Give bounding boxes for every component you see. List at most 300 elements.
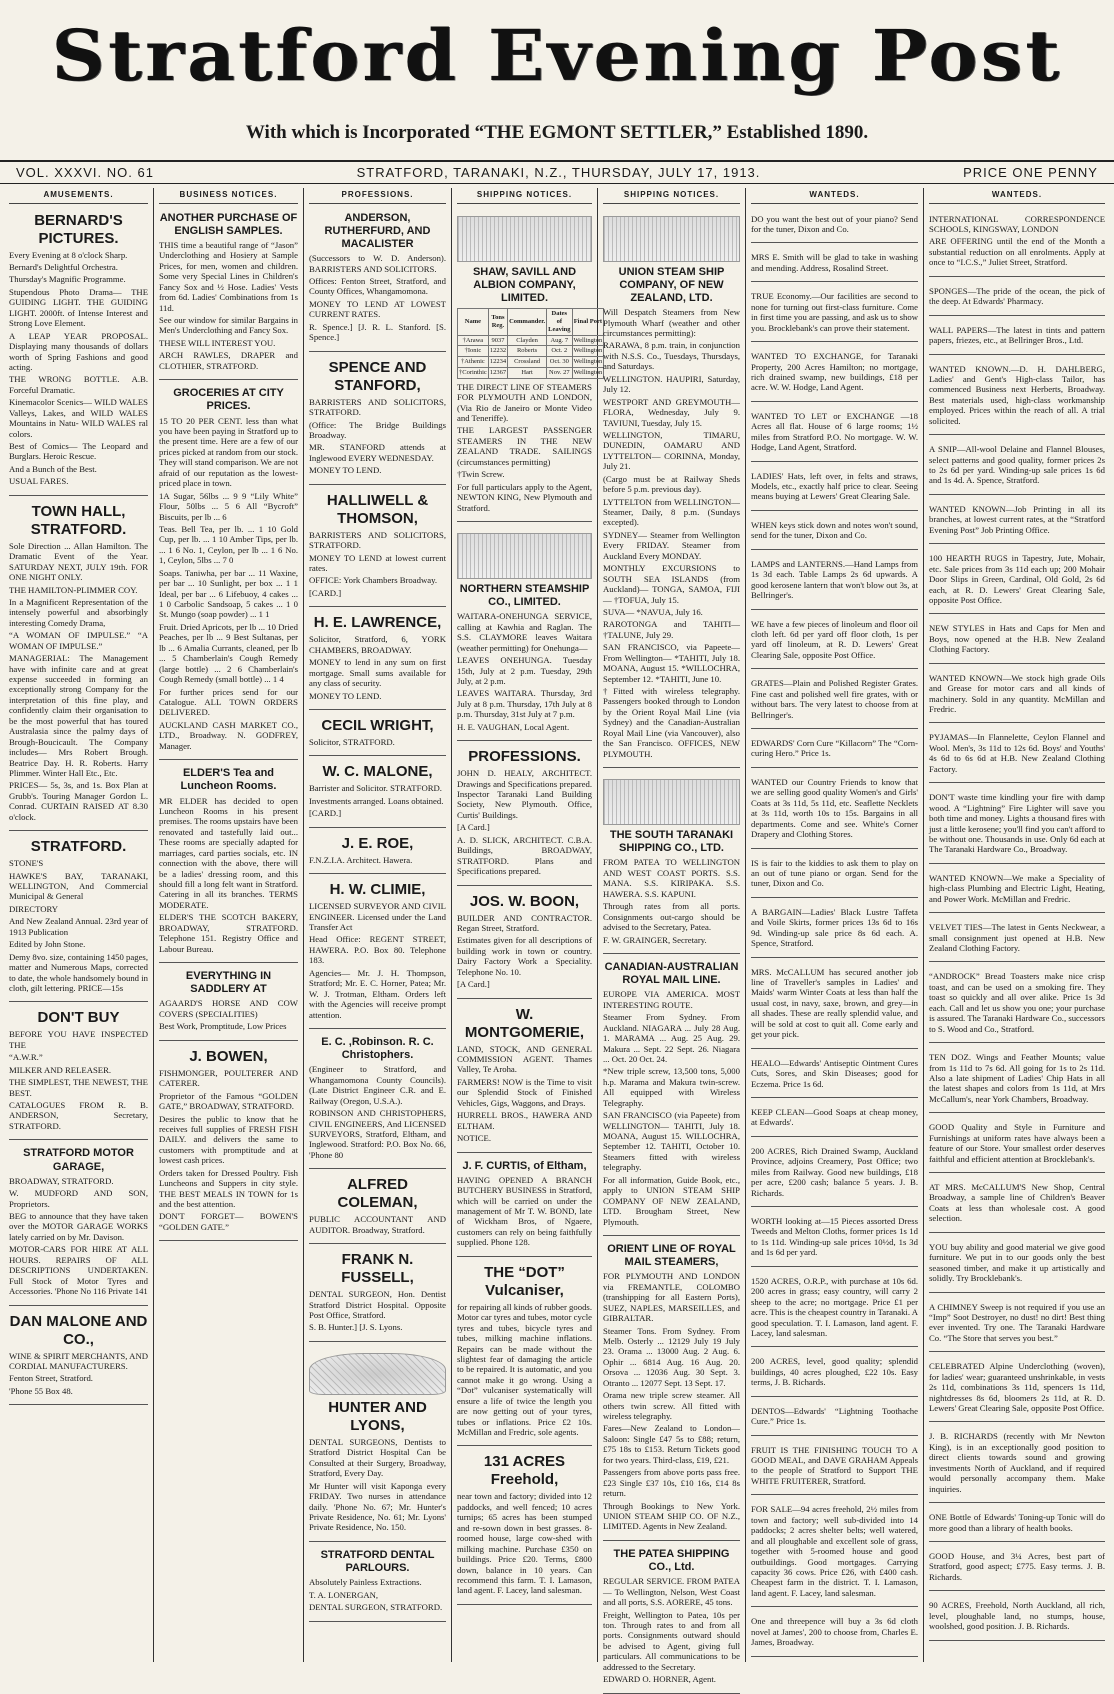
advertisement-text: GRATES—Plain and Polished Register Grates. Fine cast and polished well fire grates, with or without bars. The very latest to choose from at Bellringer's. [751,678,918,720]
advertisement-text: 200 ACRES, level, good quality; splendid buildings, 40 acres ploughed, £22 10s. Easy terms, J. B. Richards. [751,1356,918,1388]
advertisement-text: THE LARGEST PASSENGER STEAMERS IN THE NEW ZEALAND TRADE. SAILINGS (circumstances permitting) [457,425,592,467]
advertisement-text: Desires the public to know that he receives full supplies of FRESH FISH DAILY. and delivers the same to customers with promptitude and at lowest cash prices. [159,1113,298,1166]
advertisement-title: H. E. LAWRENCE, [313,614,442,632]
advertisement-text: MONEY TO LEND. [309,465,382,476]
advertisement-text: Estimates given for all descriptions of building work in town or country. Dairy Factory Work a Speciality. Telephone No. 10. [457,935,592,977]
advertisement-text: BARRISTERS AND SOLICITORS, STRATFORD. [309,396,446,418]
masthead [0,0,1114,120]
advertisement-text: Demy 8vo. size, containing 1450 pages, matter and Numerous Maps, corrected to date, the whole handsomely bound in cloth, gilt lettering. PRICE—15s [9,951,148,993]
advertisement [751,1210,918,1267]
advertisement-text: near town and factory; divided into 12 paddocks, and well fenced; 10 acres turnips; 65 acres has been stumped and re-sown down in best grasses. 8-roomed house, large cow-shed with milking machine. Purchase £350 on buildings. Price £20. Terms, £800 down, balance in 10 years. Can recommend this farm. T. I. Lamason, land agent. F. Lacey, land salesman. [457,1491,592,1596]
advertisement-text: TRUE Economy.—Our facilities are second to none for turning out first-class furniture. Come in first time you are passing, and ask us to show you. Brocklebank's can prove their statement. [751,291,918,333]
advertisement-text: For all information, Guide Book, etc., apply to UNION STEAM SHIP COMPANY OF NEW ZEALAND, LTD. Brougham Street, New Plymouth. [603,1174,740,1227]
column-3 [304,188,452,1662]
advertisement-text: (Successors to W. D. Anderson). BARRISTERS AND SOLICITORS. [309,253,446,274]
advertisement-text: DO you want the best out of your piano? Send for the tuner, Dixon and Co. [751,213,918,235]
table-cell: †Corinthic [458,367,489,378]
advertisement [929,786,1105,864]
advertisement-text: Sole Direction ... Allan Hamilton. The Dramatic Event of the Year. SATURDAY NEXT, JULY 19th. FOR ONE NIGHT ONLY. [9,540,148,583]
advertisement-text: NOTICE. [457,1133,492,1144]
advertisement-text: F.N.Z.I.A. Architect. Hawera. [309,854,413,865]
advertisement-text: RARAWA, 8 p.m. train, in conjunction with N.S.S. Co., Tuesdays, Thursdays, and Saturdays. [603,340,740,372]
advertisement-text: Fenton Street, Stratford. [9,1373,93,1384]
table-cell: Oct. 2 [547,346,572,357]
advertisement [457,525,592,741]
advertisement-text: A. D. SLICK, ARCHITECT. C.B.A. Buildings, BROADWAY, STRATFORD. Plans and Specifications prepared. [457,834,592,877]
advertisement-text: FROM PATEA TO WELLINGTON AND WEST COAST PORTS. S.S. MANA. S.S. KIRIPAKA. S.S. HAWERA. S.S. KAPUNI. [603,857,740,899]
advertisement [929,1355,1105,1422]
advertisement-text: Proprietor of the Famous “GOLDEN GATE,” BROADWAY, STRATFORD. [159,1090,298,1112]
advertisement-text: Stupendous Photo Drama— THE GUIDING LIGHT. THE GUIDING LIGHT. 2000ft. of Intense Interest and Strong Love Element. [9,286,148,329]
advertisement-title: BERNARD'S PICTURES. [34,211,123,247]
advertisement-text: 'Phone 55 Box 48. [9,1385,73,1396]
advertisement-text: FOR PLYMOUTH AND LONDON via FREMANTLE, COLOMBO (transhipping for all Eastern Ports), SUEZ, NAPLES, MARSEILLES, and GIBRALTAR. [603,1271,740,1324]
advertisement [603,957,740,1236]
advertisement [751,901,918,958]
advertisement-text: H. E. VAUGHAN, Local Agent. [457,721,570,732]
column-heading: SHIPPING NOTICES. [457,188,592,204]
advertisement-text: *New triple screw, 13,500 tons, 5,000 h.p. Marama and Makura twin-screw. All equipped with Wireless Telegraphy. [603,1066,740,1108]
advertisement-text: AGAARD'S HORSE AND COW COVERS (SPECIALITIES) [159,998,298,1019]
advertisement-title: HALLIWELL & THOMSON, [326,491,429,527]
advertisement [751,1101,918,1137]
advertisement-text: BEG to announce that they have taken over the MOTOR GARAGE WORKS lately carried on by Mr. Davison. [9,1211,148,1242]
advertisement [159,763,298,963]
advertisement-text: MONTHLY EXCURSIONS to SOUTH SEA ISLANDS (from Auckland)— TONGA, SAMOA, FIJI— †TOFUA, July 15. [603,563,740,605]
advertisement-text: DON'T waste time kindling your fire with damp wood. A “Lightning” Fire Lighter will save you both time and money. Lights a thousand fires with just a little kerosene; you'll find you can't afford to be without one. Thousands in use. Only 6d each at The Taranaki Hardware Co., Broadway. [929,792,1105,855]
advertisement [929,208,1105,277]
column-5 [598,188,746,1685]
advertisement [929,1296,1105,1353]
advertisement-text: 90 ACRES, Freehold, North Auckland, all rich, level, ploughable land, no stumps, house, woolshed, good position. J. B. Richards. [929,1600,1105,1632]
advertisement-text: Thursday's Magnific Programme. [9,274,126,285]
advertisement-text: “A.W.R.” [9,1052,43,1063]
advertisement-text: MOTOR-CARS FOR HIRE AT ALL HOURS. REPAIRS OF ALL DESCRIPTIONS UNDERTAKEN. Full Stock of Motor Tyres and Accessories. 'Phone No 116 Private 141 [9,1244,148,1297]
advertisement-text: W. MUDFORD AND SON, Proprietors. [9,1188,148,1209]
advertisement [159,966,298,1041]
advertisement-text: [A Card.] [457,822,490,833]
advertisement-text: MR. STANFORD attends at Inglewood EVERY WEDNESDAY. [309,442,446,463]
table-cell: Crossland [508,357,547,368]
advertisement [309,1545,446,1622]
advertisement-text: HAWKE'S BAY, TARANAKI, WELLINGTON, And Commercial Municipal & General [9,870,148,902]
advertisement [751,465,918,511]
advertisement-title: ORIENT LINE OF ROYAL MAIL STEAMERS, [607,1242,736,1269]
advertisement-title: EVERYTHING IN SADDLERY AT [185,970,272,996]
advertisement-text: BEFORE YOU HAVE INSPECTED THE [9,1029,148,1050]
advertisement [929,1594,1105,1640]
advertisement-text: GOOD House, and 3¼ Acres, best part of Stratford, good aspect; £775. Easy terms. J. B. Richards. [929,1550,1105,1582]
advertisement-text: [CARD.] [309,808,342,819]
advertisement-text: ONE Bottle of Edwards' Toning-up Tonic will do more good than a library of health books. [929,1512,1105,1533]
advertisement-text: LADIES' Hats, left over, in felts and straws, Models, etc., exactly half price to clear. Seeing means buying at Lewers' Great Clearing Sale. [751,470,918,502]
advertisement [9,208,148,496]
advertisement-title: DON'T BUY [37,1009,120,1027]
advertisement-title: UNION STEAM SHIP COMPANY, OF NEW ZEALAND, LTD. [618,265,725,304]
column-heading: PROFESSIONS. [309,188,446,204]
advertisement-text: “A WOMAN OF IMPULSE.” “A WOMAN OF IMPULSE.” [9,630,148,651]
dateline [0,160,1114,184]
advertisement [929,547,1105,614]
advertisement-text: And New Zealand Annual. 23rd year of 1913 Publication [9,916,148,937]
advertisement [309,831,446,874]
advertisement-text: T. A. LONERGAN, [309,1589,379,1600]
advertisement-text: VELVET TIES—The latest in Gents Neckwear, a small consignment just opened at H.B. New Zealand Clothing Factory. [929,922,1105,954]
advertisement-text: 1A Sugar, 56lbs ... 9 9 “Lily White” Flour, 50lbs ... 5 6 All “Bycroft” Biscuits, per lb ... 6 [159,490,298,522]
advertisement-text: KEEP CLEAN—Good Soaps at cheap money, at Edwards'. [751,1106,918,1128]
advertisement-title: STRATFORD MOTOR GARAGE, [23,1147,134,1173]
advertisement-text: Investments arranged. Loans obtained. [309,795,444,806]
advertisement-text: †Twin Screw. [457,469,505,480]
column-6 [746,188,924,1662]
advertisement-text: WAITARA-ONEHUNGA SERVICE, calling at Kawhia and Raglan. The S.S. CLAYMORE leaves Waitara (weather permitting) for Onehunga— [457,611,592,653]
advertisement-text: SAN FRANCISCO (via Papeete) from WELLINGTON— TAHITI, July 18. MOANA, August 15. WILLOCHRA, September 12. TAHITI, October 10. Steamers fitted with wireless telegraphy. [603,1110,740,1173]
table-header: Commander. [508,309,547,335]
table-cell: Clayden [508,335,547,346]
advertisement-text: And a Bunch of the Best. [9,463,97,474]
advertisement [751,1610,918,1656]
advertisement-text: WANTED KNOWN—We stock high grade Oils and Grease for motor cars and all kinds of machinery. Sold in any quantity. McMillan and Fredric. [929,672,1105,715]
advertisement [457,889,592,999]
column-7 [924,188,1110,1662]
advertisement-text: MR ELDER has decided to open Luncheon Rooms in his present premises. The rooms upstairs have been renovated and tastefully laid out... These rooms are specially adapted for marriages, card parties socials, etc. IN connection with the above, there will be a ladies' dressing room, and this should fill a long felt want in Stratford. Catering in all its branches. TERMS MODERATE. [159,795,298,910]
advertisement [751,514,918,550]
advertisement [309,759,446,827]
advertisement-text: 15 TO 20 PER CENT. less than what you have been paying in Stratford up to the present time. Here are a few of our prices picked at random from our stock. They will stand comparison. We are not afraid of our reputation as the lowest-priced place in town. [159,415,298,489]
advertisement-title: THE SOUTH TARANAKI SHIPPING CO., LTD. [609,829,734,855]
advertisement [929,1506,1105,1542]
advertisement-text: (Engineer to Stratford, and Whangamomona County Councils). (Late District Engineer C.R. and E. Railway (Oregon, U.S.A.). [309,1064,446,1106]
advertisement-title: J. BOWEN, [189,1047,268,1065]
volume-number: VOL. XXXVI. NO. 61 [16,165,154,180]
advertisement-text: SUVA— *NAVUA, July 16. [603,606,703,617]
column-1 [4,188,154,1662]
advertisement-text: IS is fair to the kiddies to ask them to play on an out of tune piano or organ. Send for the tuner, Dixon and Co. [751,857,918,889]
advertisement-title: ANDERSON, RUTHERFURD, AND MACALISTER [324,211,431,250]
advertisement-text: BUILDER AND CONTRACTOR. Regan Street, Stratford. [457,912,592,933]
advertisement [929,498,1105,544]
advertisement-title: THE “DOT” Vulcaniser, [484,1263,565,1299]
advertisement-text: F. W. GRAINGER, Secretary. [603,934,707,945]
advertisement [751,553,918,610]
advertisement [751,852,918,898]
advertisement-text: Orama new triple screw steamer. All others twin screw. All fitted with wireless telegraphy. [603,1390,740,1422]
advertisement-text: GOOD Quality and Style in Furniture and Furnishings at uniform rates have always been a feature of our Store. Your smallest order deserves faithful and efficient attention at Brocklebank's. [929,1122,1105,1164]
advertisement-text: FARMERS! NOW is the Time to visit our Splendid Stock of Finished Vehicles, Gigs, Waggons, and Drays. [457,1076,592,1108]
advertisement [929,965,1105,1043]
advertisement [929,280,1105,316]
advertisement [751,1350,918,1396]
advertisement [9,834,148,1002]
advertisement-text: RAROTONGA and TAHITI— †TALUNE, July 29. [603,619,740,640]
advertisement-text: †Fitted with wireless telegraphy. Passengers booked through to London by the Orient Royal Mail Line (via Sydney) and the Canadian-Australian Royal Mail Line (via Vancouver), also the San Francisco. OFFICES, NEW PLYMOUTH. [603,686,740,759]
table-cell: Wellington [572,346,604,357]
advertisement-text: WELLINGTON, TIMARU, DUNEDIN, OAMARU AND LYTTELTON— CORINNA, Monday, July 21. [603,429,740,472]
advertisement-text: A LEAP YEAR PROPOSAL. Displaying many thousands of dollars worth of Spring Fashions and good acting. [9,330,148,372]
advertisement-text: THE WRONG BOTTLE. A.B. Forceful Dramatic. [9,374,148,395]
advertisement [457,1260,592,1447]
advertisement-title: W. MONTGOMERIE, [464,1005,585,1041]
advertisement-text: CELEBRATED Alpine Underclothing (woven), for ladies' wear; guaranteed unshrinkable, in vests 2s 11d, combinations 3s 11d, spencers 1s 11d, nightdresses 8s 6d, bloomers 2s 11d, at R. D. Lewers' Great Clearing Sale, opposite Post Office. [929,1361,1105,1414]
advertisement [9,1143,148,1305]
advertisement [751,246,918,282]
advertisement-text: ROBINSON AND CHRISTOPHERS, CIVIL ENGINEERS, And LICENSED SURVEYORS, Stratford, Eltham, and Inglewood. Stratford: P.O. Box No. 66, 'Phone 80 [309,1108,446,1160]
advertisement [929,1236,1105,1293]
advertisement-text: Freight, Wellington to Patea, 10s per ton. Through rates to and from all ports. Consignments outward should be advised to Agent, giving full particulars. All communications to be addressed to the Secretary. [603,1609,740,1672]
table-cell: Wellington [572,367,604,378]
advertisement [751,1400,918,1436]
advertisement-text: Barrister and Solicitor. STRATFORD. [309,783,442,794]
table-cell: †Ionic [458,346,489,357]
advertisement-text: WALL PAPERS—The latest in tints and pattern papers, friezes, etc., at Bellringer Bros., Ltd. [929,324,1105,346]
advertisement-text: THE HAMILTON-PLIMMER COY. [9,584,138,595]
table-header: Tons Reg. [488,309,507,335]
advertisement [309,1247,446,1342]
table-row [458,357,604,368]
advertisement [603,771,740,954]
advertisement-text: EDWARD O. HORNER, Agent. [603,1674,716,1685]
advertisement-title: HUNTER AND LYONS, [328,1398,427,1434]
advertisement-text: WELLINGTON. HAUPIRI, Saturday, July 12. [603,373,740,395]
advertisement-text: MANAGERIAL: The Management have with infinite care and at great expense succeeded in forming an exceptionally strong Company for the interpretation of this fine play, and confidently claim their organisation to be the most powerful that has toured Australasia since the palmy days of Brough-Boucicault. The Company includes— Mrs Robert Brough. Beatrice Day. H. R. Roberts. Harry Plimmer. Winter Hall Etc., Etc. [9,653,148,778]
advertisement [603,1544,740,1694]
advertisement-text: ARCH RAWLES, DRAPER and CLOTHIER, STRATFORD. [159,350,298,371]
advertisement-text: Absolutely Painless Extractions. [309,1577,422,1588]
advertisement-text: DON'T FORGET— BOWEN'S “GOLDEN GATE.” [159,1211,298,1232]
table-row [458,335,604,346]
advertisement-text: WANTED our Country Friends to know that we are selling good quality Women's and Girls' Coats at 3s 11d, 5s 11d, etc. Seaflette Necklets at 3s 11d, worth 10s to 15s. Bargains in all departments. Come and see. White's Corner Drapery and Clothing Stores. [751,776,918,840]
advertisement-text: USUAL FARES. [9,476,69,487]
advertisement-text: [CARD.] [309,587,342,598]
advertisement-text: STONE'S [9,858,44,869]
advertisement-title: SHAW, SAVILL AND ALBION COMPANY, LIMITED. [472,265,577,304]
advertisement [457,1156,592,1257]
advertisement [751,1140,918,1207]
advertisement-title: ALFRED COLEMAN, [337,1176,418,1212]
advertisement-text: JOHN D. HEALY, ARCHITECT. Drawings and Specifications prepared. Inspector Taranaki Land Building Society, New Plymouth. Office, Curtis' Buildings. [457,768,592,820]
advertisement-text: MONEY TO LEND. [309,690,382,701]
advertisement [603,1239,740,1541]
advertisement-text: Steamer Tons. From Sydney. From Melb. Osterly ... 12129 July 19 July 23. Orama ... 13000 Aug. 2 Aug. 6. Ophir ... 6814 Aug. 16 Aug. 20. Orsova ... 12036 Aug. 30 Sept. 3. Otranto ... 12077 Sept. 13 Sept. 17. [603,1325,740,1388]
advertisement-text: WINE & SPIRIT MERCHANTS, AND CORDIAL MANUFACTURERS. [9,1350,148,1371]
advertisement-text: MILKER AND RELEASER. [9,1064,112,1075]
advertisement-text: Soaps. Taniwha, per bar ... 11 Waxine, per bar ... 10 Sunlight, per box ... 1 1 Ideal, per bar ... 6 Lifebuoy, 4 cakes ... 1 0 Carbolic Sandsoap, 5 cakes ... 1 0 St. Mungo (soap powder) ... 1 1 [159,567,298,620]
advertisement [751,732,918,768]
table-cell: Nov. 27 [547,367,572,378]
advertisement-text: Solicitor, STRATFORD. [309,736,395,747]
advertisement-text: LAND, STOCK, AND GENERAL COMMISSION AGENT. Thames Valley, Te Aroha. [457,1043,592,1075]
advertisement [929,667,1105,724]
advertisement [751,961,918,1049]
advertisement-text: DIRECTORY [9,903,59,914]
steamship-illustration [603,216,740,262]
advertisement-text: AUCKLAND CASH MARKET CO., LTD., Broadway. N. GODFREY, Manager. [159,719,298,751]
masthead-subline: With which is Incorporated “THE EGMONT SETTLER,” Established 1890. [245,122,869,143]
advertisement [457,744,592,885]
advertisement-text: ELDER'S THE SCOTCH BAKERY, BROADWAY, STRATFORD. Telephone 151. Registry Office and Labour Bureau. [159,912,298,954]
advertisement [929,1116,1105,1173]
advertisement-title: GROCERIES AT CITY PRICES. [173,387,284,413]
advertisement-text: MRS E. Smith will be glad to take in washing and mending. Address, Rosalind Street. [751,252,918,273]
advertisement [9,1005,148,1140]
advertisement-text: One and threepence will buy a 3s 6d cloth novel at James', 200 to choose from, Charles E. James, Broadway. [751,1616,918,1648]
table-row [458,346,604,357]
price: PRICE ONE PENNY [963,165,1098,180]
advertisement [929,358,1105,436]
advertisement-title: ELDER'S Tea and Luncheon Rooms. [180,767,277,793]
advertisement-text: HURRELL BROS., HAWERA AND ELTHAM. [457,1110,592,1131]
advertisement-text: MRS. McCALLUM has secured another job line of Traveller's samples in Ladies' and Maids' warm Winter Coats at less than half the usual cost, in navy, saxe, brown, and grey—in all shades. These are really splendid value, and will be sold at cost to quit all. Come early and get your pick. [751,966,918,1040]
advertisement-text: Solicitor, Stratford, 6, YORK CHAMBERS, BROADWAY. [309,634,446,655]
advertisement-text: [A Card.] [457,979,490,990]
advertisement-text: PUBLIC ACCOUNTANT AND AUDITOR. Broadway, Stratford. [309,1214,446,1235]
advertisement [751,1498,918,1607]
advertisement-text: PRICES— 5s, 3s, and 1s. Box Plan at Grubb's. Touring Manager Gordon L. Conrad. CURTAIN RAISED AT 8.30 o'clock. [9,780,148,822]
advertisement-text: 100 HEARTH RUGS in Tapestry, Jute, Mohair, etc. Sale prices from 3s 11d each up; 200 Mohair Door Slips in Green, Cardinal, Old Gold, 2s 6d each, at R. D. Lewers' Great Clearing Sale, opposite Post Office. [929,553,1105,605]
column-heading: WANTEDS. [929,188,1105,204]
advertisement-text: SAN FRANCISCO, via Papeete— From Wellington— *TAHITI, July 18. MOANA, August 15. *WILLOCHRA, September 12. *TAHITI, June 10. [603,642,740,684]
advertisement-text: DENTAL SURGEON, STRATFORD. [309,1602,443,1613]
advertisement [309,1345,446,1542]
advertisement-text: INTERNATIONAL CORRESPONDENCE SCHOOLS, KINGSWAY, LONDON [929,213,1105,235]
advertisement-text: Teas. Bell Tea, per lb. ... 1 10 Gold Cup, per lb. ... 1 10 Amber Tips, per lb. ... 1 6 No. 1, Ceylon, per lb ... 1 6 No. 1, Ceylon, 5lbs ... 7 0 [159,523,298,566]
steamship-illustration [457,216,592,262]
advertisement-text: A CHIMNEY Sweep is not required if you use an “Imp” Soot Destroyer, no dust! no dirt! Best thing ever invented. Try one. The Taranaki Hardware Co. “The Store that serves you best.” [929,1301,1105,1343]
advertisement-text: R. Spence.] [J. R. L. Stanford. [S. Spence.] [309,321,446,343]
advertisement-text: MONEY to lend in any sum on first mortgage. Small sums available for any class of security. [309,657,446,689]
advertisement-title: PROFESSIONS. [468,748,581,766]
advertisement-title: J. F. CURTIS, of Eltham, [462,1159,587,1172]
advertisement-title: H. W. CLIMIE, [329,881,426,899]
advertisement-text: for repairing all kinds of rubber goods. Motor car tyres and tubes, motor cycle tyres and tubes, bicycle tyres and tubes, milking machine inflations. Repairs can be made without the slightest fear of damaging the article to be repaired. It is automatic, and you cannot make it go wrong. Using a “Dot” vulcaniser systematically will ensure a life of twice the length you are now getting out of your tyres, tubes or inflations. Price £2 10s. McMillan and Fredric, sole agents. [457,1301,592,1438]
table-cell: †Arawa [458,335,489,346]
advertisement-text: Edited by John Stone. [9,939,86,950]
advertisement-text: LAMPS and LANTERNS.—Hand Lamps from 1s 3d each. Table Lamps 2s 6d upwards. A good kerosene lantern that won't blow out 3s, at Bellringer's. [751,558,918,601]
column-2 [154,188,304,1662]
advertisement-text: HAVING OPENED A BRANCH BUTCHERY BUSINESS in Stratford, which will be carried on under the management of Mr T. W. BOND, late of Wickham Bros, of Ngaere, customers can rely on being faithfully supplied. Phone 128. [457,1174,592,1248]
advertisement-text: WE have a few pieces of linoleum and floor oil cloth left. 6d per yard off floor cloth, 1s per yard off linoleum, at R. D. Lewers' Great Clearing Sale, opposite Post Office. [751,618,918,660]
advertisement-text: 1520 ACRES, O.R.P., with purchase at 10s 6d. 200 acres in grass; easy country, will carry 2 sheep to the acre; no mortgage. Price £1 per acre. This is the cheapest country in Taranaki. A good speculation. T. I. Lamason, land agent. F. Lacey, land salesman. [751,1275,918,1338]
table-cell: Hart [508,367,547,378]
newspaper-title: Stratford Evening Post [51,15,1063,97]
advertisement-text: THIS time a beautiful range of “Jason” Underclothing and Hosiery at Sample Prices, for men, women and children. Some very Special Lines in Children's Fancy Sox and ½ Hose. Ladies' Vests from 6d. Ladies' Combinations from 1s 11d. [159,239,298,313]
advertisement-text: LICENSED SURVEYOR AND CIVIL ENGINEER. Licensed under the Land Transfer Act [309,901,446,933]
advertisement-text: TEN DOZ. Wings and Feather Mounts; value from 1s 11d to 7s 6d. All going for 1s to 2s 11d. Also a late shipment of Ladies' Chip Hats in all the latest shapes and colors from 1s 11d, at Mrs McCallum's, near York Chambers, Broadway. [929,1052,1105,1104]
advertisement [309,208,446,352]
advertisement-text: LEAVES WAITARA. Thursday, 3rd July at 8 p.m. Thursday, 17th July at 8 p.m. Thursday, 31st July at 7 p.m. [457,688,592,720]
table-cell: 12232 [488,346,507,357]
advertisement-title: CECIL WRIGHT, [321,716,434,734]
advertisement-text: In a Magnificent Representation of the intensely powerful and absorbingly interesting Comedy Drama, [9,596,148,628]
advertisement-text: AT MRS. McCALLUM'S New Shop, Central Broadway, a sample line of Children's Beaver Coats at less than wholesale cost. A good selection. [929,1182,1105,1224]
advertisement-title: THE PATEA SHIPPING CO., Ltd. [613,1547,730,1574]
denture-illustration [309,1353,446,1395]
advertisement-text: ARE OFFERING until the end of the Month a substantial reduction on all enrolments. Apply at once to “I.C.S.,” Juliet Street, Stratford. [929,236,1105,268]
advertisement [929,1046,1105,1113]
advertisement-text: THESE WILL INTEREST YOU. [159,337,276,348]
advertisement-text: OFFICE: York Chambers Broadway. [309,575,438,586]
table-cell: 12234 [488,357,507,368]
advertisement-text: WORTH looking at—15 Pieces assorted Dress Tweeds and Melton Cloths, former prices 1s 1d to 1s 11d. Winding-up sale prices 10½d, 1s 3d and 1s 6d per yard. [751,1216,918,1258]
advertisement-text: Every Evening at 8 o'clock Sharp. [9,249,128,260]
advertisement-text: HEALO—Edwards' Antiseptic Ointment Cures Cuts, Sores, and Skin Diseases; good for Eczema. Price 1s 6d. [751,1057,918,1089]
advertisement-text: CATALOGUES FROM R. B. ANDERSON, Secretary, STRATFORD. [9,1100,148,1131]
steamship-illustration [603,779,740,825]
advertisement-text: EUROPE VIA AMERICA. MOST INTERESTING ROUTE. [603,989,740,1010]
advertisement-text: For full particulars apply to the Agent, NEWTON KING, New Plymouth and Stratford. [457,481,592,513]
table-cell: Aug. 7 [547,335,572,346]
advertisement-text: Orders taken for Dressed Poultry. Fish Luncheons and Suppers in city style. THE BEST MEALS IN TOWN for 1s and the best attention. [159,1167,298,1210]
advertisement-text: Agencies— Mr. J. H. Thompson, Stratford; Mr. E. C. Horner, Patea; Mr. W. J. Trotman, Eltham. Orders left with the Agencies will receive prompt attention. [309,967,446,1020]
advertisement [603,208,740,769]
advertisement [751,613,918,670]
advertisement [309,488,446,608]
advertisement-text: (Cargo must be at Railway Sheds before 5 p.m. previous day). [603,473,740,495]
advertisement-text: WANTED KNOWN—Job Printing in all its branches, at lowest current rates, at the “Stratford Evening Post” Job Printing Office. [929,503,1105,535]
advertisement-text: J. B. RICHARDS (recently with Mr Newton King), is in an exceptionally good position to direct clients towards sound and growing investments North of Auckland, and if required would personally accompany them. Make inquiries. [929,1431,1105,1494]
column-heading: SHIPPING NOTICES. [603,188,740,204]
advertisement-text: Kinemacolor Scenics— WILD WALES Valleys, Lakes, and WILD WALES Mountains in Natu- WILD WALES ral colors. [9,397,148,439]
advertisement-text: THE DIRECT LINE OF STEAMERS FOR PLYMOUTH AND LONDON, (Via Rio de Janeiro or Monte Video and Teneriffe). [457,381,592,424]
advertisement-title: NORTHERN STEAMSHIP CO., LIMITED. [459,582,590,609]
advertisement [929,438,1105,495]
advertisement [159,1044,298,1242]
advertisement-text: BROADWAY, STRATFORD. [9,1175,114,1186]
advertisement-title: SPENCE AND STANFORD, [328,358,427,394]
advertisement-text: Bernard's Delightful Orchestra. [9,262,118,273]
table-cell: †Athenic [458,357,489,368]
table-cell: 12367 [488,367,507,378]
advertisement-title: STRATFORD DENTAL PARLOURS. [320,1548,435,1575]
advertisement-text: LEAVES ONEHUNGA. Tuesday 15th, July at 2 p.m. Tuesday, 29th July, at 2 p.m. [457,655,592,686]
advertisement [751,1052,918,1098]
advertisement [457,208,603,522]
advertisement [751,672,918,729]
advertisement [309,610,446,710]
sailings-table [457,308,604,379]
advertisement [929,1176,1105,1233]
advertisement-text: FOR SALE—94 acres freehold, 2½ miles from town and factory; well sub-divided into 14 paddocks; 2 acres shelter belts; well watered, and all ploughable and excellent sole of grass, together with 5-roomed house and good outbuildings. Good mortgages. Carrying capacity 36 cows. Price £26, with £400 cash. Cheapest farm in the district. T. I. Lamason, land agent. F. Lacey, land salesman. [751,1504,918,1598]
advertisement-text: MONEY TO LEND AT LOWEST CURRENT RATES. [309,298,446,320]
advertisement [309,355,446,485]
advertisement [309,1032,446,1169]
column-heading: AMUSEMENTS. [9,188,148,204]
advertisement-text: Fruit. Dried Apricots, per lb ... 10 Dried Peaches, per lb ... 9 Best Sultanas, per lb ... 6 Amalia Currants, cleaned, per lb ... 5 Chamberlain's Cough Remedy (large bottle) ... 2 6 Chamberlain's Cough Remedy (small bottle) ... 1 4 [159,621,298,685]
table-header: Dates of Leaving [547,309,572,335]
advertisement-text: Through rates from all ports. Consignments out-cargo should be advised to the Secretary, Patea. [603,901,740,933]
advertisement [159,383,298,760]
advertisement-title: FRANK N. FUSSELL, [341,1251,414,1287]
advertisement-text: MONEY TO LEND at lowest current rates. [309,552,446,574]
table-cell: Roberts [508,346,547,357]
advertisement [751,1439,918,1496]
advertisement-title: TOWN HALL, STRATFORD. [30,502,127,538]
advertisement-text: Through Bookings to New York. UNION STEAM SHIP CO. OF N.Z., LIMITED. Agents in New Zealand. [603,1500,740,1532]
advertisement [751,1270,918,1348]
advertisement-title: CANADIAN-AUSTRALIAN ROYAL MAIL LINE. [604,960,739,987]
advertisement [309,713,446,756]
advertisement-text: THE SIMPLEST, THE NEWEST, THE BEST. [9,1077,148,1098]
advertisement-text: Head Office: REGENT STREET, HAWERA. P.O. Box 80. Telephone 183. [309,934,446,966]
advertisement-title: DAN MALONE AND CO., [9,1312,148,1348]
steamship-illustration [457,533,592,579]
advertisement-text: See our window for similar Bargains in Men's Underclothing and Fancy Sox. [159,315,298,336]
table-cell: Oct. 30 [547,357,572,368]
advertisement-text: REGULAR SERVICE. FROM PATEA— To Wellington, Nelson, West Coast and all ports, S.S. AORERE, 45 tons. [603,1576,740,1608]
advertisement [309,1172,446,1244]
advertisement-text: DENTAL SURGEONS, Dentists to Stratford District Hospital Can be Consulted at their Surgery, Broadway, Stratford, Every Day. [309,1436,446,1479]
advertisement-text: Will Despatch Steamers from New Plymouth Wharf (weather and other circumstances permitting): [603,307,740,339]
